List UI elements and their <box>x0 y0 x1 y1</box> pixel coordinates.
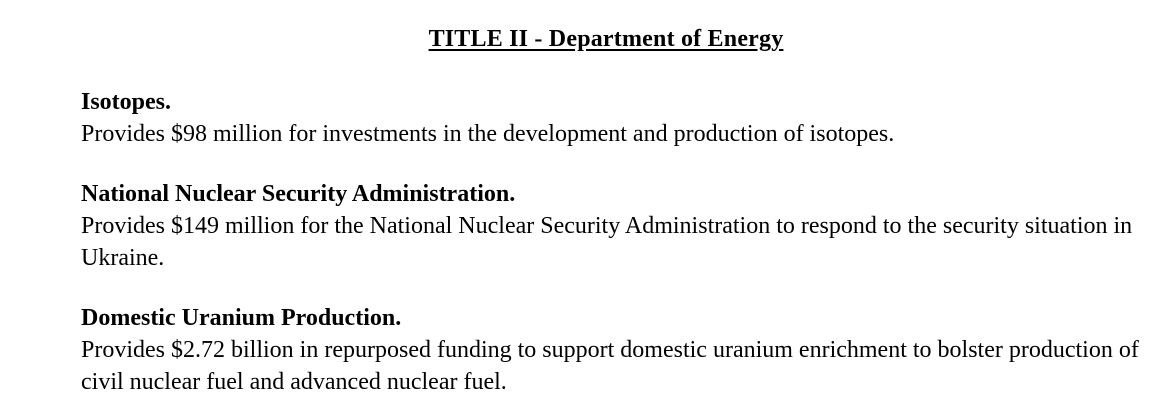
section-national-nuclear-security-administration <box>81 178 1141 274</box>
section-body: Provides $98 million for investments in the development and production of isotopes. <box>81 121 895 147</box>
section-heading: Isotopes. <box>81 89 172 115</box>
section-body: Provides $149 million for the National Nuclear Security Administration to respond to the security situation in Ukraine. <box>81 213 1133 271</box>
section-body: Provides $2.72 billion in repurposed funding to support domestic uranium enrichment to bolster production of civil nuclear fuel and advanced nuclear fuel. <box>81 337 1139 395</box>
section-isotopes <box>81 86 1141 150</box>
section-heading: National Nuclear Security Administration. <box>81 181 516 207</box>
section-domestic-uranium-production <box>81 302 1141 398</box>
section-heading: Domestic Uranium Production. <box>81 305 402 331</box>
document-title: TITLE II - Department of Energy <box>428 26 784 52</box>
